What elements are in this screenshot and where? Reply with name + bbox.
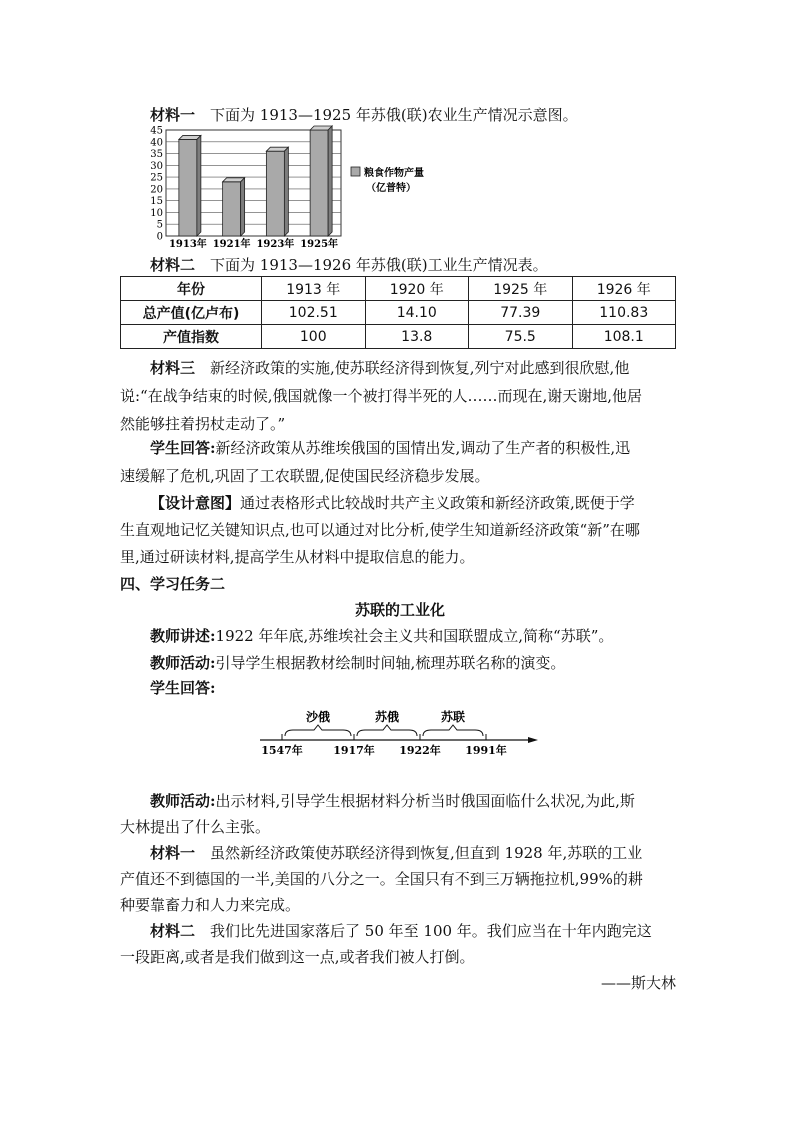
teacher-activity-line: 教师活动:引导学生根据教材绘制时间轴,梳理苏联名称的演变。 (150, 654, 566, 672)
teacher-activity-line: 教师活动:出示材料,引导学生根据材料分析当时俄国面临什么状况,为此,斯 (150, 792, 635, 810)
material-label: 材料三 (150, 359, 196, 377)
table-row (121, 325, 676, 349)
period-brace (285, 725, 351, 736)
timeline-year: 1917年 (333, 744, 375, 757)
y-tick-label: 40 (150, 137, 163, 149)
y-tick-label: 20 (150, 184, 163, 196)
bar (266, 151, 284, 236)
material-line: 材料二 我们比先进国家落后了 50 年至 100 年。我们应当在十年内跑完这 (150, 922, 652, 940)
timeline-year: 1922年 (399, 744, 441, 757)
agriculture-bar-chart (146, 124, 446, 252)
table-cell: 1920 年 (365, 277, 469, 301)
material-label: 材料一 (150, 844, 196, 862)
table-cell: 102.51 (262, 301, 366, 325)
lecture-label: 教师讲述: (150, 627, 216, 645)
material-3-line: 材料三 新经济政策的实施,使苏联经济得到恢复,列宁对此感到很欣慰,他 (150, 359, 630, 377)
table-header-row (121, 277, 676, 301)
table-cell: 总产值(亿卢布) (121, 301, 262, 325)
y-tick-label: 15 (150, 196, 163, 208)
y-tick-label: 10 (150, 207, 163, 219)
section-subtitle: 苏联的工业化 (354, 601, 445, 619)
table-cell: 1913 年 (262, 277, 366, 301)
period-label: 苏俄 (374, 710, 400, 724)
section-heading: 四、学习任务二 (120, 575, 226, 593)
period-brace (357, 725, 417, 736)
chart-svg (146, 124, 446, 252)
quote-author: ——斯大林 (600, 974, 676, 992)
table-cell: 13.8 (365, 325, 469, 349)
bar-side (284, 147, 288, 236)
period-brace (423, 725, 483, 736)
table-cell: 75.5 (469, 325, 573, 349)
answer-label: 学生回答: (150, 439, 216, 457)
bar (310, 130, 328, 236)
legend-unit: （亿普特） (366, 183, 416, 194)
paragraph-line: 大林提出了什么主张。 (120, 818, 271, 836)
bar-side (241, 178, 245, 236)
paragraph-line: 产值还不到德国的一半,美国的八分之一。全国只有不到三万辆拖拉机,99%的耕 (120, 870, 643, 888)
bar (223, 182, 241, 236)
activity-label: 教师活动: (150, 792, 216, 810)
period-label: 沙俄 (305, 710, 331, 724)
paragraph-line: 生直观地记忆关键知识点,也可以通过对比分析,使学生知道新经济政策“新”在哪 (120, 521, 640, 539)
y-tick-label: 25 (150, 172, 163, 184)
x-tick-label: 1925年 (300, 239, 339, 250)
bar-side (197, 135, 201, 236)
legend-swatch (351, 167, 360, 176)
student-answer-label: 学生回答: (150, 679, 216, 697)
y-tick-label: 35 (150, 149, 163, 161)
table-cell: 14.10 (365, 301, 469, 325)
paragraph-line: 一段距离,或者是我们做到这一点,或者我们被人打倒。 (120, 948, 475, 966)
arrow-icon (528, 737, 538, 743)
industry-production-table (120, 276, 676, 349)
bar-side (328, 126, 332, 236)
timeline-diagram (254, 698, 544, 758)
paragraph-line: 速缓解了危机,巩固了工农联盟,促使国民经济稳步发展。 (120, 467, 490, 485)
material-2-caption: 材料二 下面为 1913—1926 年苏俄(联)工业生产情况表。 (150, 256, 548, 274)
table-cell: 110.83 (572, 301, 676, 325)
timeline-year: 1991年 (465, 744, 507, 757)
material-label: 材料一 (150, 106, 196, 124)
legend-label: 粮食作物产量 (364, 168, 424, 179)
paragraph-line: 然能够拄着拐杖走动了。” (120, 415, 286, 433)
table-row (121, 301, 676, 325)
y-tick-label: 30 (150, 160, 163, 172)
paragraph-line: 里,通过研读材料,提高学生从材料中提取信息的能力。 (120, 548, 475, 566)
table-cell: 77.39 (469, 301, 573, 325)
material-line: 材料一 虽然新经济政策使苏联经济得到恢复,但直到 1928 年,苏联的工业 (150, 844, 643, 862)
timeline-year: 1547年 (261, 744, 303, 757)
table-cell: 100 (262, 325, 366, 349)
paragraph-line: 说:“在战争结束的时候,俄国就像一个被打得半死的人……而现在,谢天谢地,他居 (120, 387, 643, 405)
y-tick-label: 5 (156, 219, 163, 231)
student-answer-line: 学生回答:新经济政策从苏维埃俄国的国情出发,调动了生产者的积极性,迅 (150, 439, 631, 457)
x-tick-label: 1921年 (212, 239, 251, 250)
material-label: 材料二 (150, 922, 196, 940)
table-cell: 1926 年 (572, 277, 676, 301)
table-cell: 1925 年 (469, 277, 573, 301)
activity-label: 教师活动: (150, 654, 216, 672)
table-cell: 年份 (121, 277, 262, 301)
design-intent-line: 【设计意图】通过表格形式比较战时共产主义政策和新经济政策,既便于学 (150, 494, 635, 512)
x-tick-label: 1913年 (168, 239, 207, 250)
bar (179, 139, 197, 236)
design-label: 【设计意图】 (150, 494, 241, 512)
period-label: 苏联 (440, 710, 466, 724)
y-tick-label: 45 (150, 125, 163, 137)
y-tick-label: 0 (156, 231, 163, 243)
paragraph-line: 种要靠畜力和人力来完成。 (120, 896, 301, 914)
material-label: 材料二 (150, 256, 196, 274)
material-1-caption: 材料一 下面为 1913—1925 年苏俄(联)农业生产情况示意图。 (150, 106, 578, 124)
table-cell: 108.1 (572, 325, 676, 349)
x-tick-label: 1923年 (256, 239, 295, 250)
table-cell: 产值指数 (121, 325, 262, 349)
teacher-lecture-line: 教师讲述:1922 年年底,苏维埃社会主义共和国联盟成立,简称“苏联”。 (150, 627, 614, 645)
